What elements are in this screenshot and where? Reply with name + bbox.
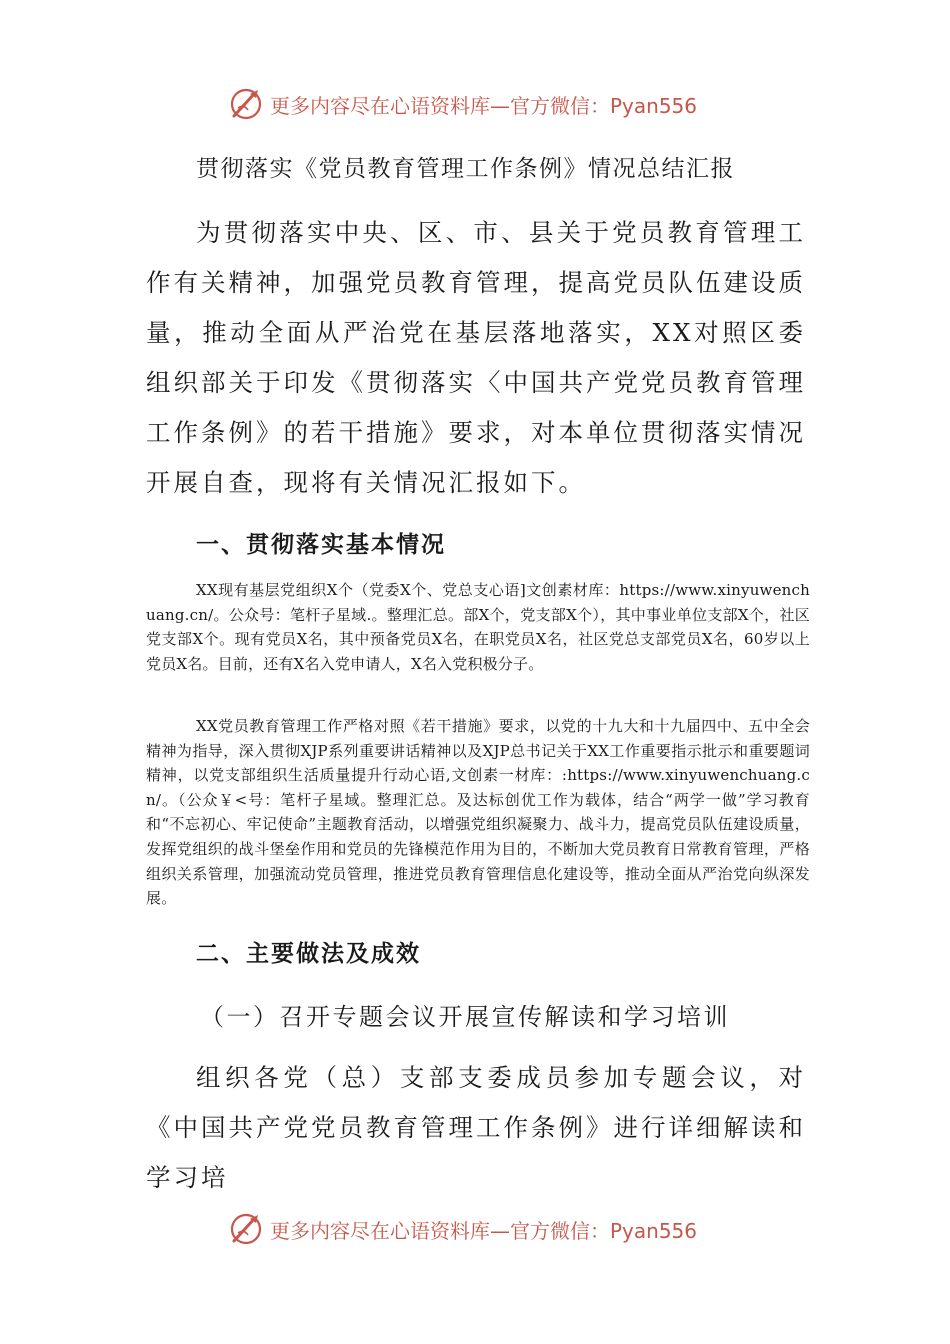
section-1-paragraph-2: XX党员教育管理工作严格对照《若干措施》要求，以党的十九大和十九届四中、五中全会精神为指导，深入贯彻XJP系列重要讲话精神以及XJP总书记关于XX工作重要指示批示和重要题词精神，以党支部组织生活质量提升行动心语,文创素一材库：:https://www.xinyuwenchuang.cn/。（公众￥<号：笔杆子星域。整理汇总。及达标创优工作为载体，结合“两学一做”学习教育和“不忘初心、牢记使命”主题教育活动，以增强党组织凝聚力、战斗力，提高党员队伍建设质量，发挥党组织的战斗堡垒作用和党员的先锋模范作用为目的，不断加大党员教育日常教育管理，严格组织关系管理，加强流动党员管理，推进党员教育管理信息化建设等，推动全面从严治党向纵深发展。	[146, 717, 810, 908]
banner-text: 更多内容尽在心语资料库—官方微信：Pyan556	[270, 93, 698, 118]
section-1-heading: 一、贯彻落实基本情况	[196, 532, 446, 558]
section-1-paragraph-1: XX现有基层党组织X个（党委X个、党总支心语]文创素材库：https://www.xinyuwenchuang.cn/。公众号：笔杆子星域.。整理汇总。部X个，党支部X个），其中事业单位支部X个，社区党支部X个。现有党员X名，其中预备党员X名，在职党员X名，社区党总支部党员X名，60岁以上党员X名。目前，还有X名入党申请人，X名入党积极分子。	[146, 581, 810, 673]
footer-banner	[228, 1209, 697, 1249]
subsection-1-heading: （一）召开专题会议开展宣传解读和学习培训	[200, 1003, 730, 1031]
pen-logo-icon	[228, 86, 264, 122]
banner-text: 更多内容尽在心语资料库—官方微信：Pyan556	[270, 1218, 698, 1243]
header-banner	[228, 84, 697, 124]
pen-logo-icon	[228, 1211, 264, 1247]
intro-paragraph: 为贯彻落实中央、区、市、县关于党员教育管理工作有关精神，加强党员教育管理，提高党员队伍建设质量，推动全面从严治党在基层落地落实，XX对照区委组织部关于印发《贯彻落实〈中国共产党党员教育管理工作条例》的若干措施》要求，对本单位贯彻落实情况开展自查，现将有关情况汇报如下。	[146, 218, 806, 497]
document-title: 贯彻落实《党员教育管理工作条例》情况总结汇报	[196, 156, 735, 182]
subsection-1-paragraph: 组织各党（总）支部支委成员参加专题会议，对《中国共产党党员教育管理工作条例》进行详细解读和学习培	[146, 1063, 806, 1192]
section-2-heading: 二、主要做法及成效	[196, 941, 421, 967]
